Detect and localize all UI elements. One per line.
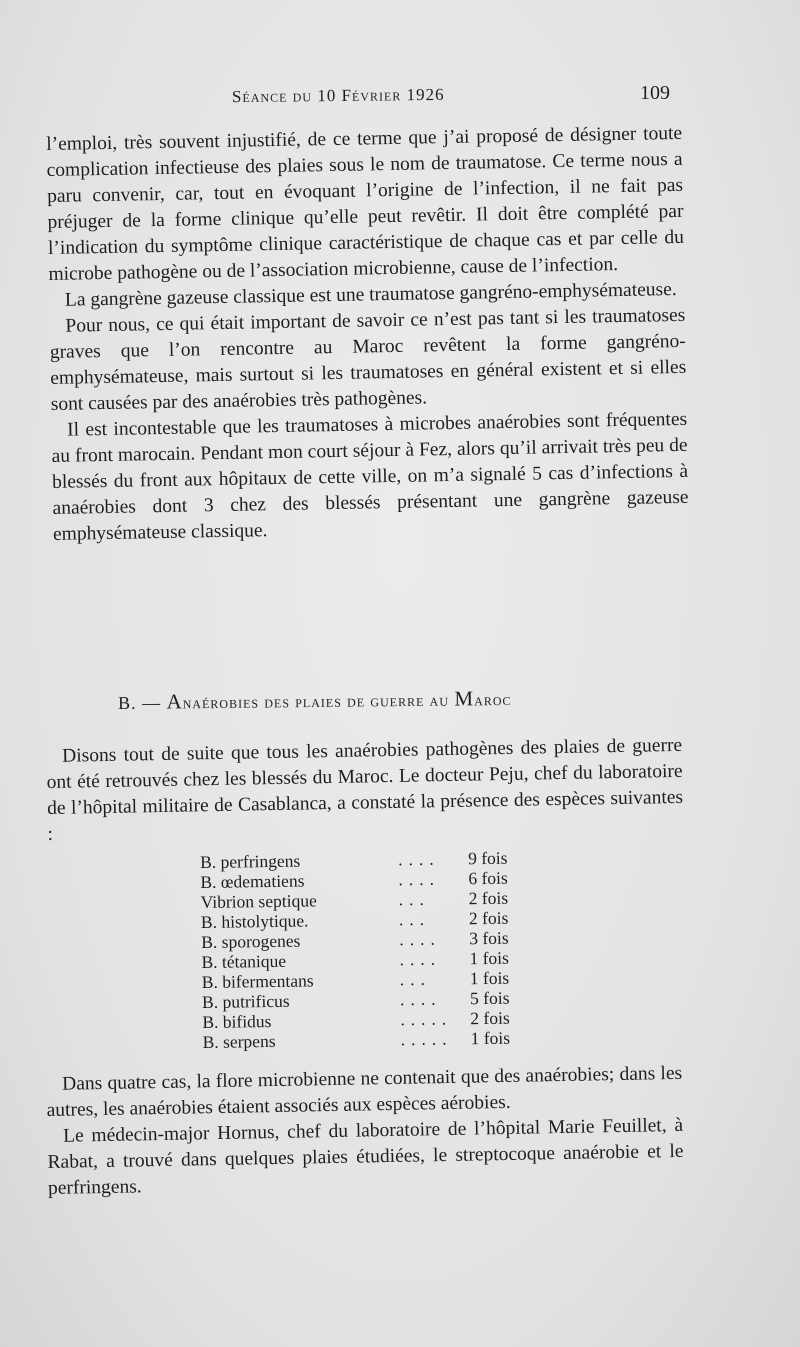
page-number: 109 <box>640 82 670 104</box>
leader-dots: .... <box>399 948 442 970</box>
species-name: B. perfringens <box>200 850 301 872</box>
species-name: B. sporogenes <box>201 930 301 952</box>
species-count: 2 fois <box>468 887 509 909</box>
species-count: 1 fois <box>469 967 510 989</box>
species-name: B. serpens <box>202 1030 276 1052</box>
paragraph: Pour nous, ce qui était important de savoir ce n’est pas tant si les traumatoses graves que l’on rencontre au Maroc revêtent la forme gangréno-emphysémateuse, mais surtout si les traumatoses en général existent et si elles sont causées par des anaérobies très pathogènes. <box>49 304 687 415</box>
leader-dots: ... <box>399 968 432 990</box>
section-heading <box>118 686 512 715</box>
paragraph: Disons tout de suite que tous les anaérobies pathogènes des plaies de guerre ont été retrouvés chez les blessés du Maroc. Le docteur Peju, chef du laboratoire de l’hôpital militaire de Casablanca, a constaté la présence des espèces suivantes : <box>46 734 684 845</box>
section-title-part: aroc <box>474 689 512 710</box>
leader-dots: ... <box>398 888 430 910</box>
species-count: 3 fois <box>469 927 509 949</box>
running-header: Séance du 10 Février 1926 <box>231 84 445 107</box>
paragraph: La gangrène gazeuse classique est une traumatose gangréno-emphysémateuse. <box>64 279 677 311</box>
paragraph: Dans quatre cas, la flore microbienne ne contenait que des anaérobies; dans les autres, les anaérobies étaient associés aux espèces aérobies. <box>46 1062 683 1121</box>
body-text-top <box>46 121 689 548</box>
leader-dots: .... <box>397 848 440 870</box>
species-count: 5 fois <box>469 987 510 1009</box>
leader-dots: ... <box>398 908 431 930</box>
body-text-bottom <box>46 1061 684 1202</box>
leader-dots: ..... <box>400 1028 453 1050</box>
paragraph: Le médecin-major Hornus, chef du laboratoire de l’hôpital Marie Feuillet, à Rabat, a trouvé dans quelques plaies étudiées, le streptocoque anaérobie et le perfringens. <box>47 1114 684 1199</box>
species-count: 1 fois <box>469 947 510 969</box>
species-table <box>200 847 541 1052</box>
species-row <box>203 1027 541 1052</box>
species-name: Vibrion septique <box>200 890 317 912</box>
species-name: B. bifermentans <box>201 970 314 992</box>
species-count: 9 fois <box>467 847 508 869</box>
species-count: 2 fois <box>470 1007 510 1029</box>
section-title-initial: A <box>166 689 183 714</box>
leader-dots: .... <box>398 868 441 890</box>
species-name: B. bifidus <box>202 1011 272 1032</box>
leader-dots: .... <box>399 928 441 950</box>
paragraph: l’emploi, très souvent injustifié, de ce terme que j’ai proposé de désigner toute complication infectieuse des plaies sous le nom de traumatose. Ce terme nous a paru convenir, car, tout en évoquant l’origine de l’infection, il ne fait pas préjuger de la forme clinique qu’elle peut revêtir. Il doit être complété par l’indication du symptôme clinique caractéristique de chaque cas et par celle du microbe pathogène ou de l’association microbienne, cause de l’infection. <box>46 122 685 285</box>
species-count: 2 fois <box>468 907 509 929</box>
section-title-initial: M <box>454 686 475 711</box>
species-name: B. histolytique. <box>200 910 309 932</box>
species-name: B. tétanique <box>201 950 287 972</box>
species-count: 6 fois <box>468 867 508 889</box>
species-name: B. œdematiens <box>200 870 305 892</box>
section-letter: B. — <box>117 692 162 714</box>
species-count: 1 fois <box>470 1027 511 1049</box>
leader-dots: ..... <box>400 1008 453 1030</box>
body-text-middle <box>46 733 684 848</box>
section-title-part: naérobies des plaies de guerre au <box>182 690 450 713</box>
paragraph: Il est incontestable que les traumatoses à microbes anaérobies sont fréquentes au front marocain. Pendant mon court séjour à Fez, alors qu’il arrivait très peu de blessés du front aux hôpitaux de cette ville, on m’a signalé 5 cas d’infections à anaérobies dont 3 chez des blessés présentant une gangrène gazeuse emphysémateuse classique. <box>51 408 689 545</box>
species-name: B. putrificus <box>201 990 290 1012</box>
leader-dots: .... <box>399 988 442 1010</box>
